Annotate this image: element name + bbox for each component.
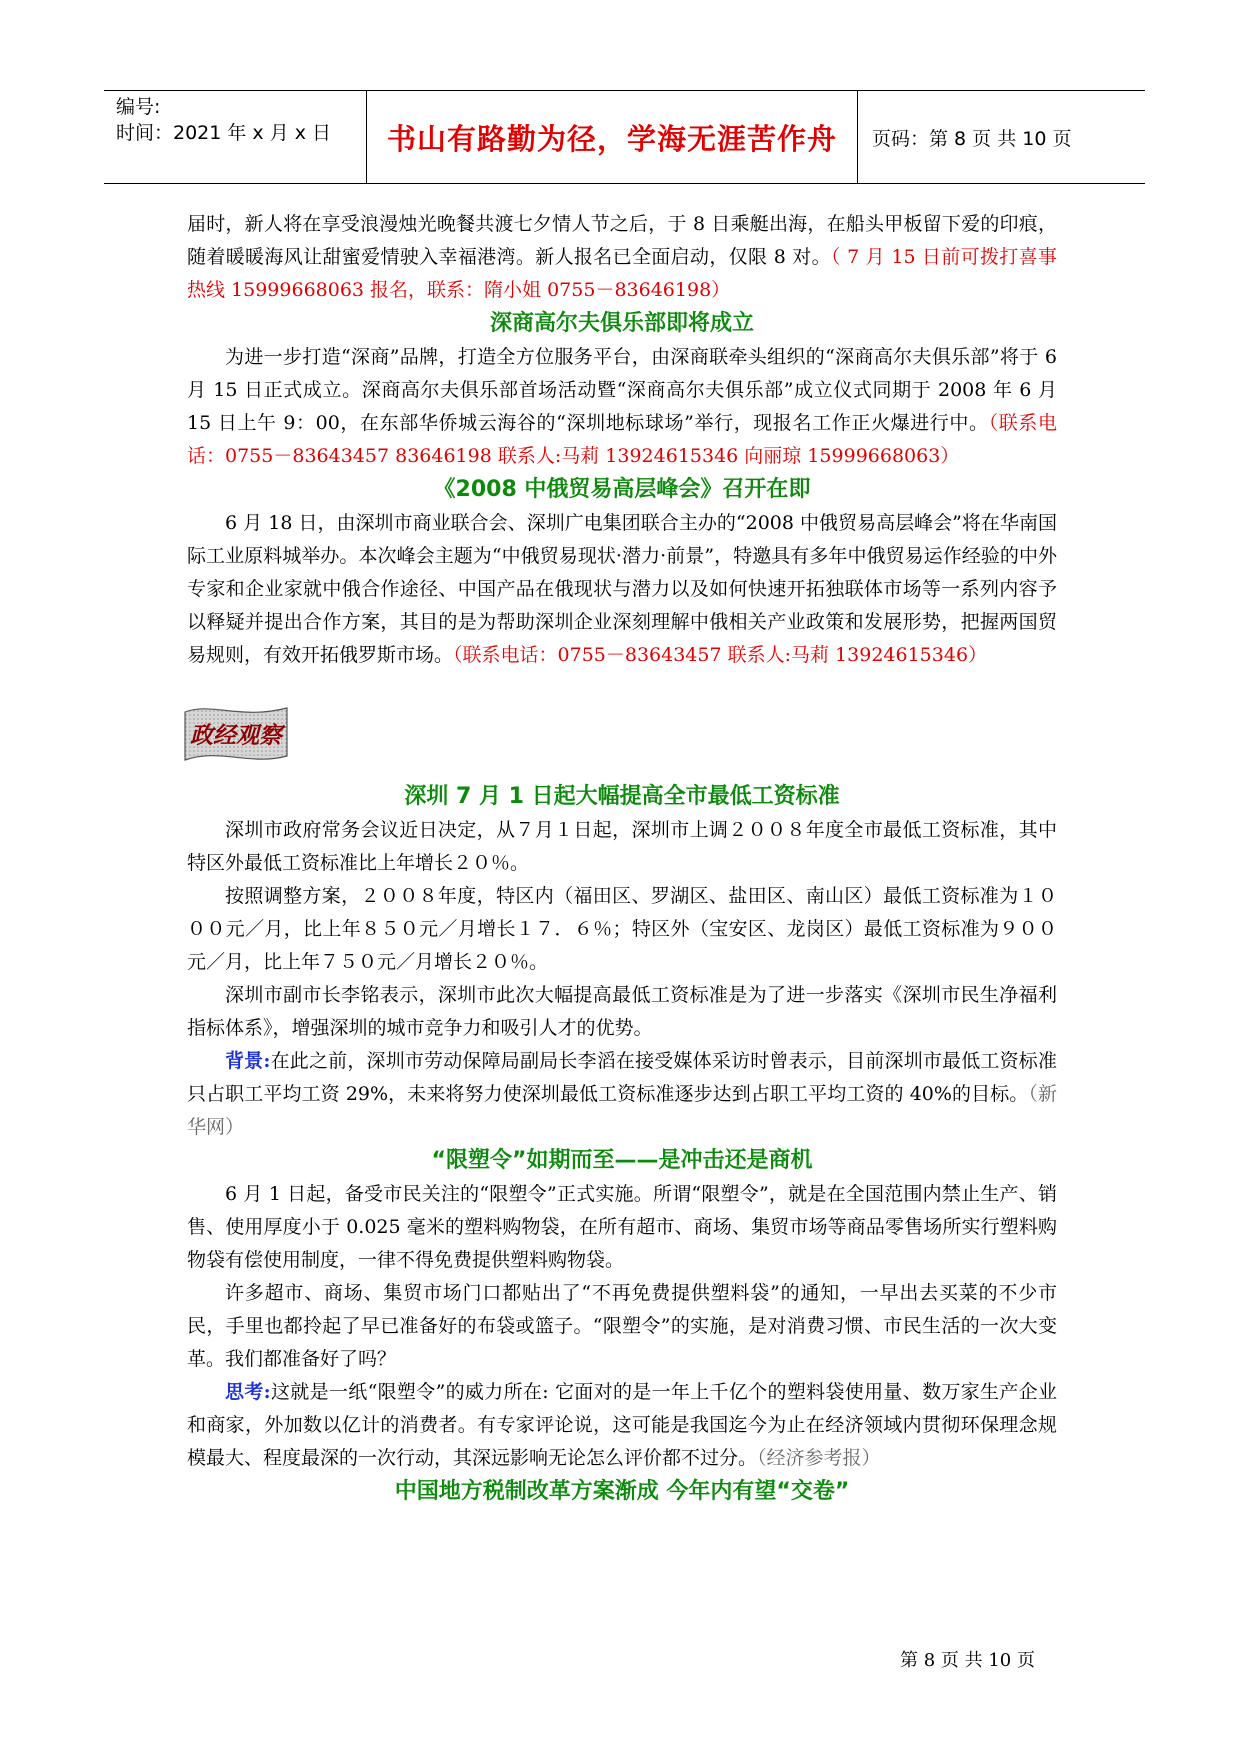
section-flag-area [187, 672, 1057, 780]
background-source: （新华网） [187, 1083, 1057, 1138]
article-title-golf: 深商高尔夫俱乐部即将成立 [489, 311, 754, 336]
article-body-golf [187, 341, 1057, 473]
page-footer: 第 8 页 共 10 页 [900, 1650, 1035, 1671]
summit-body-text: 6 月 18 日，由深圳市商业联合会、深圳广电集团联合主办的“2008 中俄贸易高层峰会”将在华南国际工业原料城举办。本次峰会主题为“中俄贸易现状·潜力·前景”，特邀具有多年中俄贸易运作经验的中外专家和企业家就中俄合作途径、中国产品在俄现状与潜力以及如何快速开拓独联体市场等一系列内容予以释疑并提出合作方案，其目的是为帮助深圳企业深刻理解中俄相关产业政策和发展形势，把握两国贸易规则，有效开拓俄罗斯市场。 [187, 512, 1057, 666]
plastic-thinking [187, 1376, 1057, 1475]
intro-text: 届时，新人将在享受浪漫烛光晚餐共渡七夕情人节之后，于 8 日乘艇出海，在船头甲板留下爱的印痕，随着暖暖海风让甜蜜爱情驶入幸福港湾。新人报名已全面启动，仅限 8 对。 [187, 213, 1057, 268]
header-motto: 书山有路勤为径，学海无涯苦作舟 [367, 91, 858, 183]
intro-paragraph [187, 208, 1057, 307]
background-text: 在此之前，深圳市劳动保障局副局长李滔在接受媒体采访时曾表示，目前深圳市最低工资标准只占职工平均工资 29%，未来将努力使深圳最低工资标准逐步达到占职工平均工资的 40%的目标。 [187, 1050, 1057, 1105]
article-title-wage: 深圳 7 月 1 日起大幅提高全市最低工资标准 [404, 784, 840, 809]
header-meta [104, 91, 367, 183]
page-header [104, 90, 1145, 184]
plastic-paragraph-1: 6 月 1 日起，备受市民关注的“限塑令”正式实施。所谓“限塑令”，就是在全国范围内禁止生产、销售、使用厚度小于 0.025 毫米的塑料购物袋，在所有超市、商场、集贸市场等商品零售场所实行塑料购物袋有偿使用制度，一律不得免费提供塑料购物袋。 [187, 1183, 1057, 1271]
thinking-text: 这就是一纸“限塑令”的威力所在: 它面对的是一年上千亿个的塑料袋使用量、数万家生产企业和商家，外加数以亿计的消费者。有专家评论说，这可能是我国迄今为止在经济领域内贯彻环保理念规模最大、程度最深的一次行动，其深远影响无论怎么评价都不过分。 [187, 1381, 1057, 1469]
thinking-label: 思考: [225, 1381, 271, 1403]
plastic-paragraph-2: 许多超市、商场、集贸市场门口都贴出了“不再免费提供塑料袋”的通知，一早出去买菜的不少市民，手里也都拎起了早已准备好的布袋或篮子。“限塑令”的实施，是对消费习惯、市民生活的一次大变革。我们都准备好了吗？ [187, 1282, 1057, 1370]
number-label: 编号: [116, 96, 161, 118]
header-page-label: 页码：第 8 页 共 10 页 [872, 127, 1072, 150]
wage-paragraph-1: 深圳市政府常务会议近日决定，从７月１日起，深圳市上调２００８年度全市最低工资标准，其中特区外最低工资标准比上年增长２０％。 [187, 819, 1057, 874]
intro-contact: （ 7 月 15 日前可拨打喜事热线 15999668063 报名，联系：隋小姐 0755－83646198） [187, 246, 1057, 301]
thinking-source: （经济参考报） [757, 1447, 881, 1469]
article-title-tax: 中国地方税制改革方案渐成 今年内有望“交卷” [394, 1479, 850, 1504]
background-label: 背景: [225, 1050, 271, 1072]
document-body [187, 208, 1057, 1509]
summit-contact: （联系电话：0755－83643457 联系人:马莉 13924615346） [453, 644, 988, 666]
article-title-summit: 《2008 中俄贸易高层峰会》召开在即 [433, 477, 811, 502]
wage-background [187, 1045, 1057, 1144]
golf-body-text: 为进一步打造“深商”品牌，打造全方位服务平台，由深商联牵头组织的“深商高尔夫俱乐部”将于 6 月 15 日正式成立。深商高尔夫俱乐部首场活动暨“深商高尔夫俱乐部”成立仪式同期于 2008 年 6 月 15 日上午 9：00，在东部华侨城云海谷的“深圳地标球场”举行，现报名工作正火爆进行中。 [187, 346, 1057, 434]
section-flag-label: 政经观察 [190, 721, 282, 749]
wage-paragraph-2: 按照调整方案，２００８年度，特区内（福田区、罗湖区、盐田区、南山区）最低工资标准为１０００元／月，比上年８５０元／月增长１７．６％；特区外（宝安区、龙岗区）最低工资标准为９００元／月，比上年７５０元／月增长２０％。 [187, 885, 1057, 973]
golf-contact: （联系电话：0755－83643457 83646198 联系人:马莉 13924615346 向丽琼 15999668063） [187, 412, 1057, 467]
wage-paragraph-3: 深圳市副市长李铭表示，深圳市此次大幅提高最低工资标准是为了进一步落实《深圳市民生净福利指标体系》，增强深圳的城市竞争力和吸引人才的优势。 [187, 984, 1057, 1039]
article-body-summit [187, 507, 1057, 672]
time-label: 时间：2021 年 x 月 x 日 [116, 122, 332, 144]
article-title-plastic: “限塑令”如期而至——是冲击还是商机 [431, 1148, 813, 1173]
